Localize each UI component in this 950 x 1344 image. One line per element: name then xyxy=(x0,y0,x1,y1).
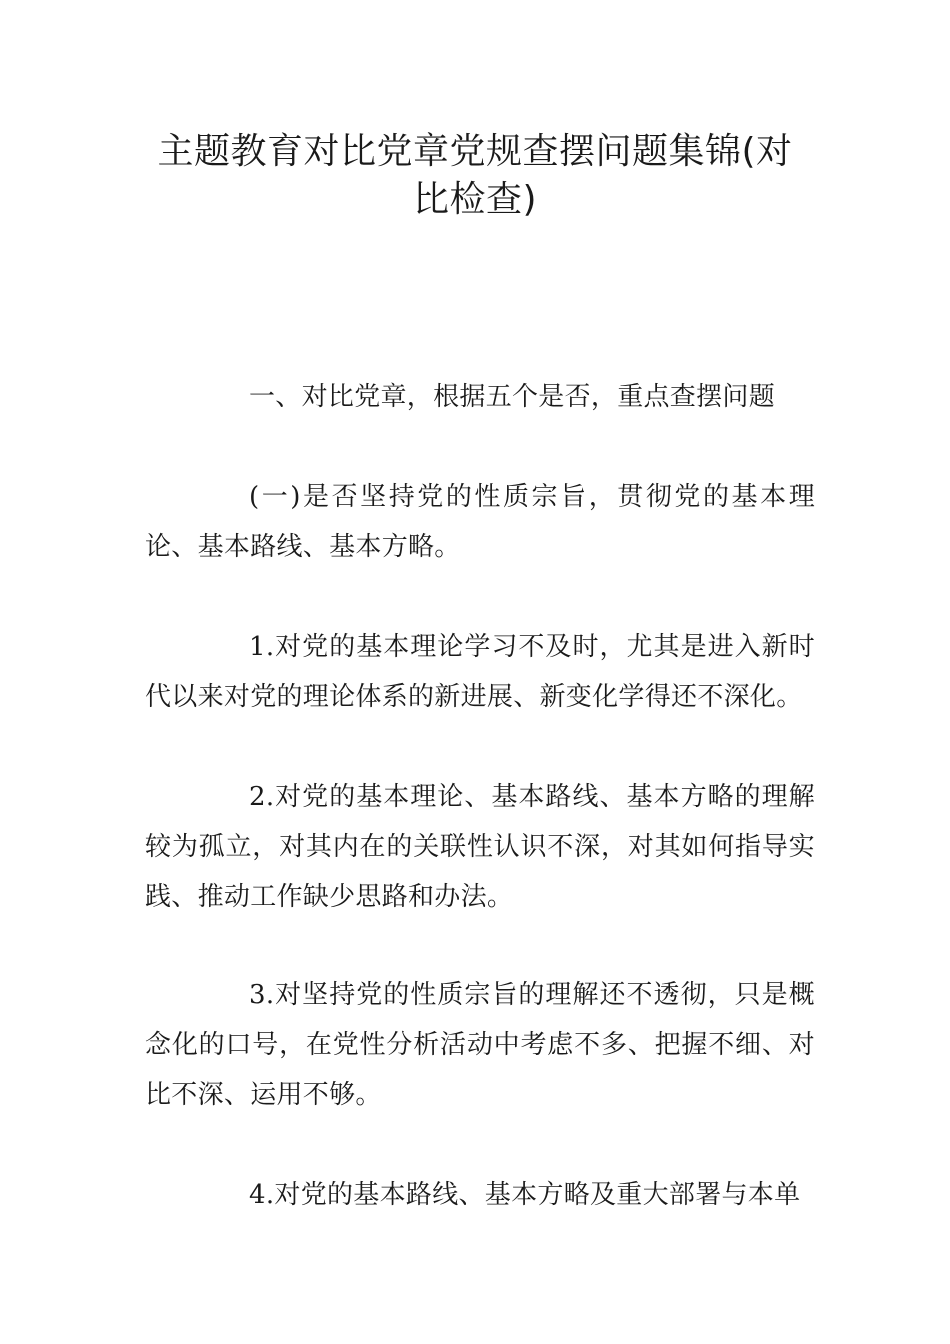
section-heading: 一、对比党章，根据五个是否，重点查摆问题 xyxy=(249,382,776,412)
list-item: 3.对坚持党的性质宗旨的理解还不透彻，只是概念化的口号，在党性分析活动中考虑不多、把握不细、对比不深、运用不够。 xyxy=(145,980,815,1110)
list-item: 4.对党的基本路线、基本方略及重大部署与本单 xyxy=(249,1180,801,1210)
document-title: 主题教育对比党章党规查摆问题集锦(对比检查) xyxy=(157,131,793,220)
list-item: 2.对党的基本理论、基本路线、基本方略的理解较为孤立，对其内在的关联性认识不深，对其如何指导实践、推动工作缺少思路和办法。 xyxy=(145,782,815,912)
subsection-heading: (一)是否坚持党的性质宗旨，贯彻党的基本理论、基本路线、基本方略。 xyxy=(145,482,815,562)
list-item: 1.对党的基本理论学习不及时，尤其是进入新时代以来对党的理论体系的新进展、新变化学得还不深化。 xyxy=(145,632,815,712)
